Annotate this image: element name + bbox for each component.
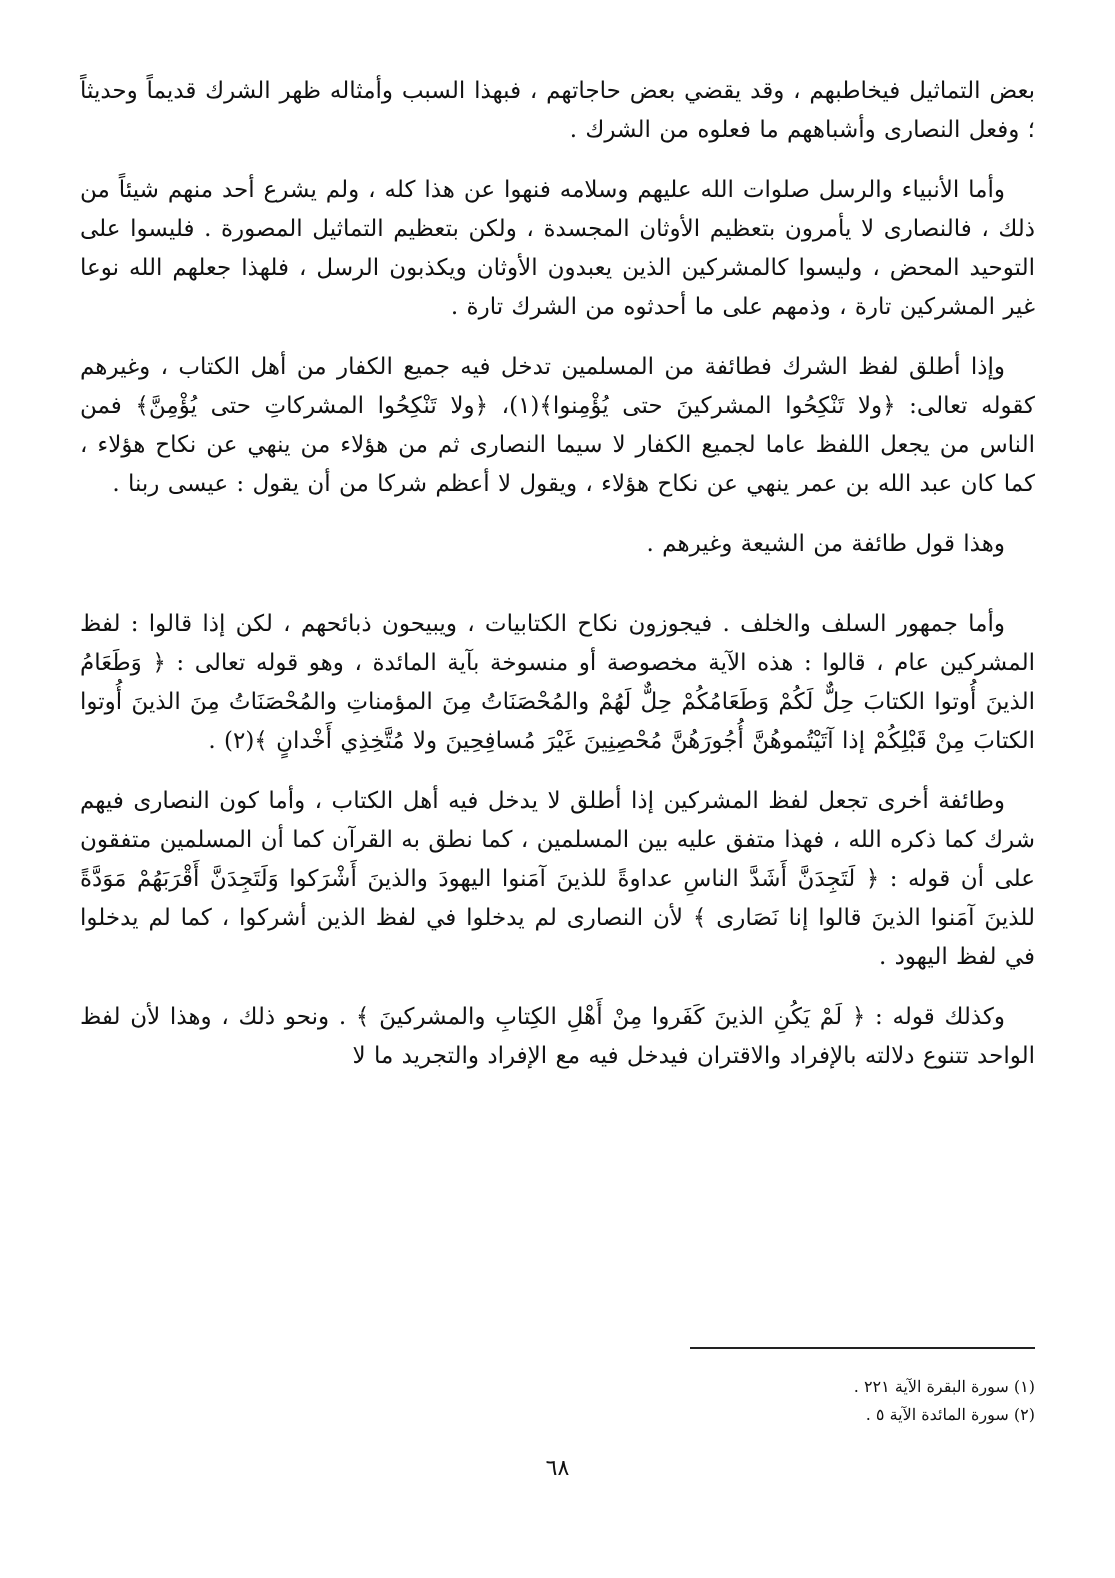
footnote-1: (١) سورة البقرة الآية ٢٢١ . <box>853 1377 1035 1396</box>
footnote-divider <box>690 1347 1035 1349</box>
paragraph-7: وكذلك قوله : ﴿ لَمْ يَكُنِ الذينَ كَفَروا مِنْ أَهْلِ الكِتابِ والمشركينَ ﴾ . ونحو ذلك ، وهذا لأن لفظ الواحد تتنوع دلالته بالإفراد والاقتران فيدخل فيه مع الإفراد والتجريد ما لا <box>80 1004 1035 1069</box>
paragraph-1: بعض التماثيل فيخاطبهم ، وقد يقضي بعض حاجاتهم ، فبهذا السبب وأمثاله ظهر الشرك قديماً وحديثاً ؛ وفعل النصارى وأشباههم ما فعلوه من الشرك . <box>80 78 1035 143</box>
page-number: ٦٨ <box>545 1456 570 1481</box>
paragraph-4: وهذا قول طائفة من الشيعة وغيرهم . <box>646 531 1005 557</box>
paragraph-2: وأما الأنبياء والرسل صلوات الله عليهم وسلامه فنهوا عن هذا كله ، ولم يشرع أحد منهم شيئاً من ذلك ، فالنصارى لا يأمرون بتعظيم الأوثان المجسدة ، ولكن بتعظيم التماثيل المصورة . فليسوا على التوحيد المحض ، وليسوا كالمشركين الذين يعبدون الأوثان ويكذبون الرسل ، فلهذا جعلهم الله نوعا غير المشركين تارة ، وذمهم على ما أحدثوه من الشرك تارة . <box>80 177 1035 320</box>
footnotes <box>435 1373 1035 1429</box>
section-gap <box>80 585 1035 605</box>
paragraph-3: وإذا أطلق لفظ الشرك فطائفة من المسلمين تدخل فيه جميع الكفار من أهل الكتاب ، وغيرهم كقوله تعالى: ﴿ولا تَنْكِحُوا المشركينَ حتى يُؤْمِنوا﴾(١)، ﴿ولا تَنْكِحُوا المشركاتِ حتى يُؤْمِنَّ﴾ فمن الناس من يجعل اللفظ عاما لجميع الكفار لا سيما النصارى ثم من هؤلاء من ينهي عن نكاح هؤلاء ، كما كان عبد الله بن عمر ينهي عن نكاح هؤلاء ، ويقول لا أعظم شركا من أن يقول : عيسى ربنا . <box>80 354 1035 497</box>
footnote-2: (٢) سورة المائدة الآية ٥ . <box>865 1405 1035 1424</box>
paragraph-5: وأما جمهور السلف والخلف . فيجوزون نكاح الكتابيات ، ويبيحون ذبائحهم ، لكن إذا قالوا : لفظ المشركين عام ، قالوا : هذه الآية مخصوصة أو منسوخة بآية المائدة ، وهو قوله تعالى : ﴿ وَطَعَامُ الذينَ أُوتوا الكتابَ حِلٌّ لَكُمْ وَطَعَامُكُمْ حِلٌّ لَهُمْ والمُحْصَنَاتُ مِنَ المؤمناتِ والمُحْصَنَاتُ مِنَ الذينَ أُوتوا الكتابَ مِنْ قَبْلِكُمْ إذا آتَيْتُموهُنَّ أُجُورَهُنَّ مُحْصِنِينَ غَيْرَ مُسافِحِينَ ولا مُتَّخِذِي أَخْدانٍ ﴾(٢) . <box>80 611 1035 754</box>
paragraph-6: وطائفة أخرى تجعل لفظ المشركين إذا أطلق لا يدخل فيه أهل الكتاب ، وأما كون النصارى فيهم شرك كما ذكره الله ، فهذا متفق عليه بين المسلمين ، كما نطق به القرآن كما أن المسلمين متفقون على أن قوله : ﴿ لَتَجِدَنَّ أَشَدَّ الناسِ عداوةً للذينَ آمَنوا اليهودَ والذينَ أَشْرَكوا وَلَتَجِدَنَّ أَقْرَبَهُمْ مَوَدَّةً للذينَ آمَنوا الذينَ قالوا إنا نَصَارى ﴾ لأن النصارى لم يدخلوا في لفظ الذين أشركوا ، كما لم يدخلوا في لفظ اليهود . <box>80 788 1035 970</box>
